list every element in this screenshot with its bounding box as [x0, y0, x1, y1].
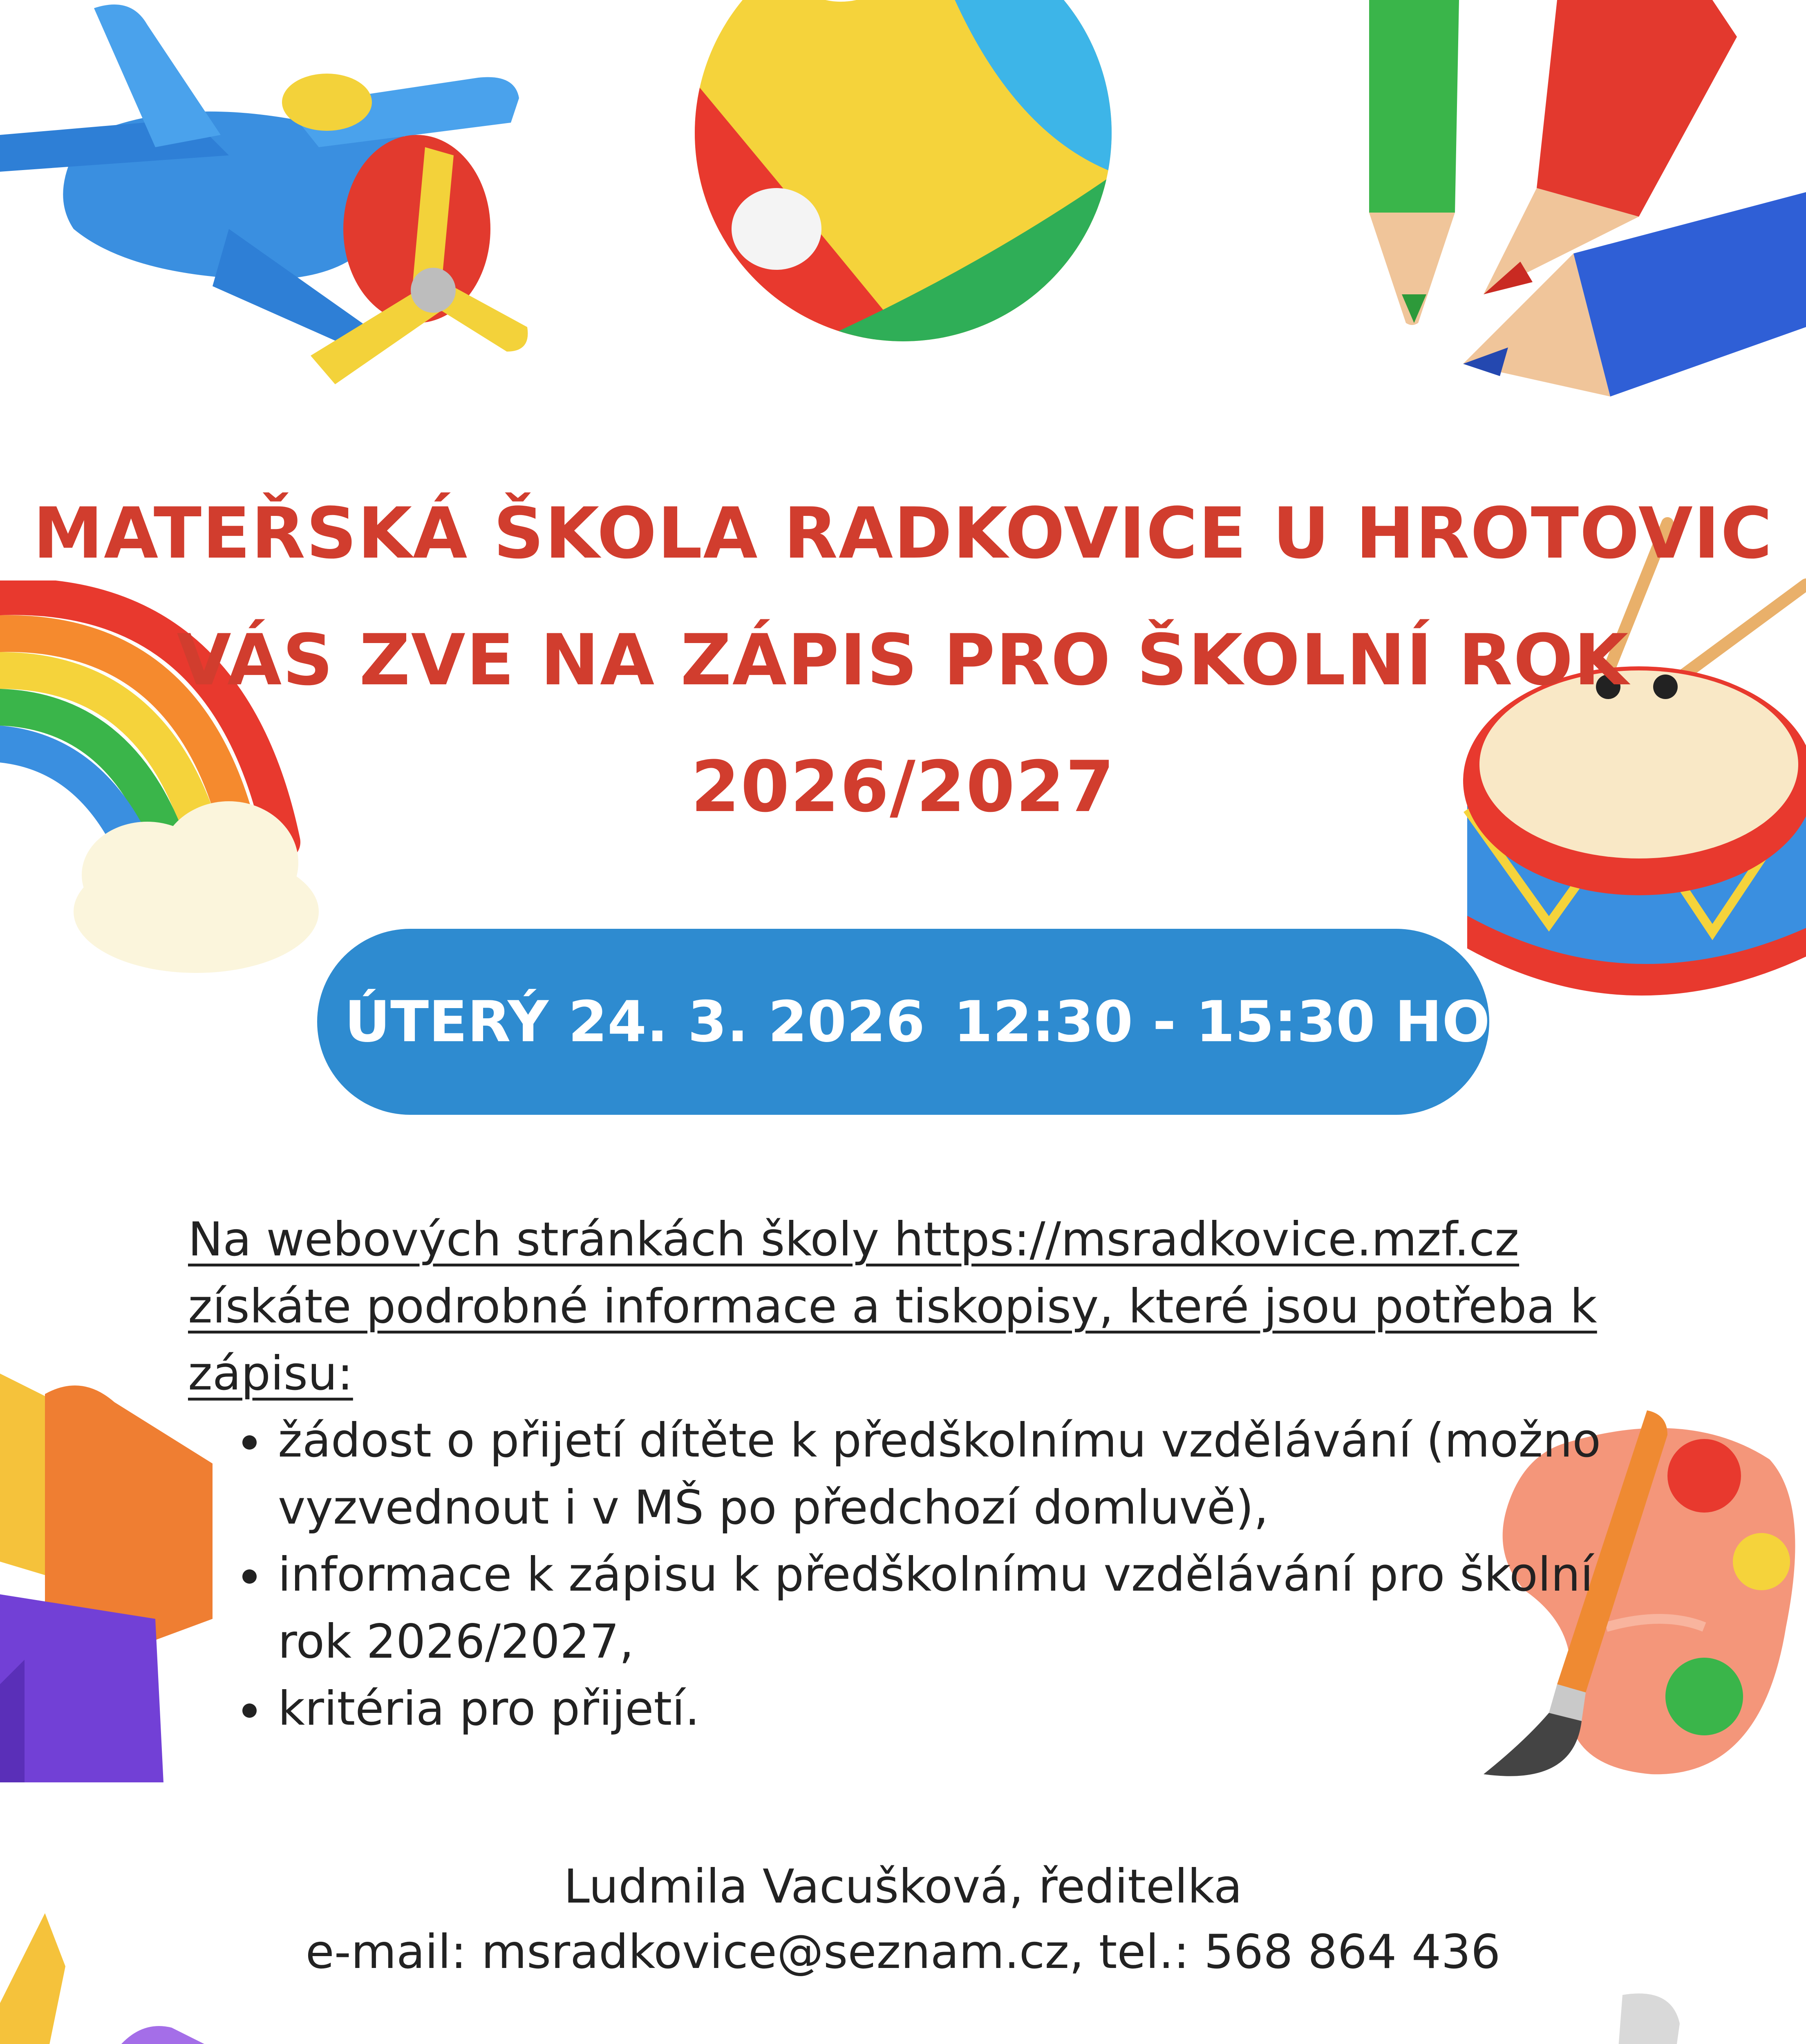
event-time: 12:30 - 15:30 HODIN: [953, 989, 1605, 1055]
list-item: • kritéria pro přijetí.: [274, 1675, 1627, 1742]
toy-airplane-illustration: [0, 0, 544, 405]
required-documents-list: [188, 1407, 1627, 1742]
info-section: [188, 1206, 1627, 1742]
colored-pencils-illustration: [1345, 0, 1806, 409]
scissors-illustration: [1377, 1987, 1806, 2044]
info-intro: Na webových stránkách školy https://msradkovice.mzf.cz získáte podrobné informace a tiskopisy, které jsou potřeba k zápisu:: [188, 1212, 1597, 1401]
event-date: ÚTERÝ 24. 3. 2026: [345, 989, 925, 1055]
heading-line-school: MATEŘSKÁ ŠKOLA RADKOVICE U HROTOVIC: [33, 492, 1773, 574]
heading-line-year: 2026/2027: [691, 746, 1115, 828]
list-item: • žádost o přijetí dítěte k předškolnímu vzdělávání (možno vyzvednout i v MŠ po předchozí domluvě),: [274, 1407, 1627, 1541]
contact-block: [0, 1854, 1806, 1985]
beach-ball-illustration: [695, 0, 1112, 347]
invitation-heading: [0, 470, 1806, 850]
contact-details: e-mail: msradkovice@seznam.cz, tel.: 568 864 436: [305, 1925, 1501, 1979]
list-item: • informace k zápisu k předškolnímu vzdělávání pro školní rok 2026/2027,: [274, 1541, 1627, 1675]
heading-line-invite: VÁS ZVE NA ZÁPIS PRO ŠKOLNÍ ROK: [177, 619, 1629, 701]
contact-name: Ludmila Vacušková, ředitelka: [564, 1859, 1242, 1914]
toy-blocks-illustration: [0, 1349, 221, 1782]
date-time-banner: [317, 929, 1605, 1115]
